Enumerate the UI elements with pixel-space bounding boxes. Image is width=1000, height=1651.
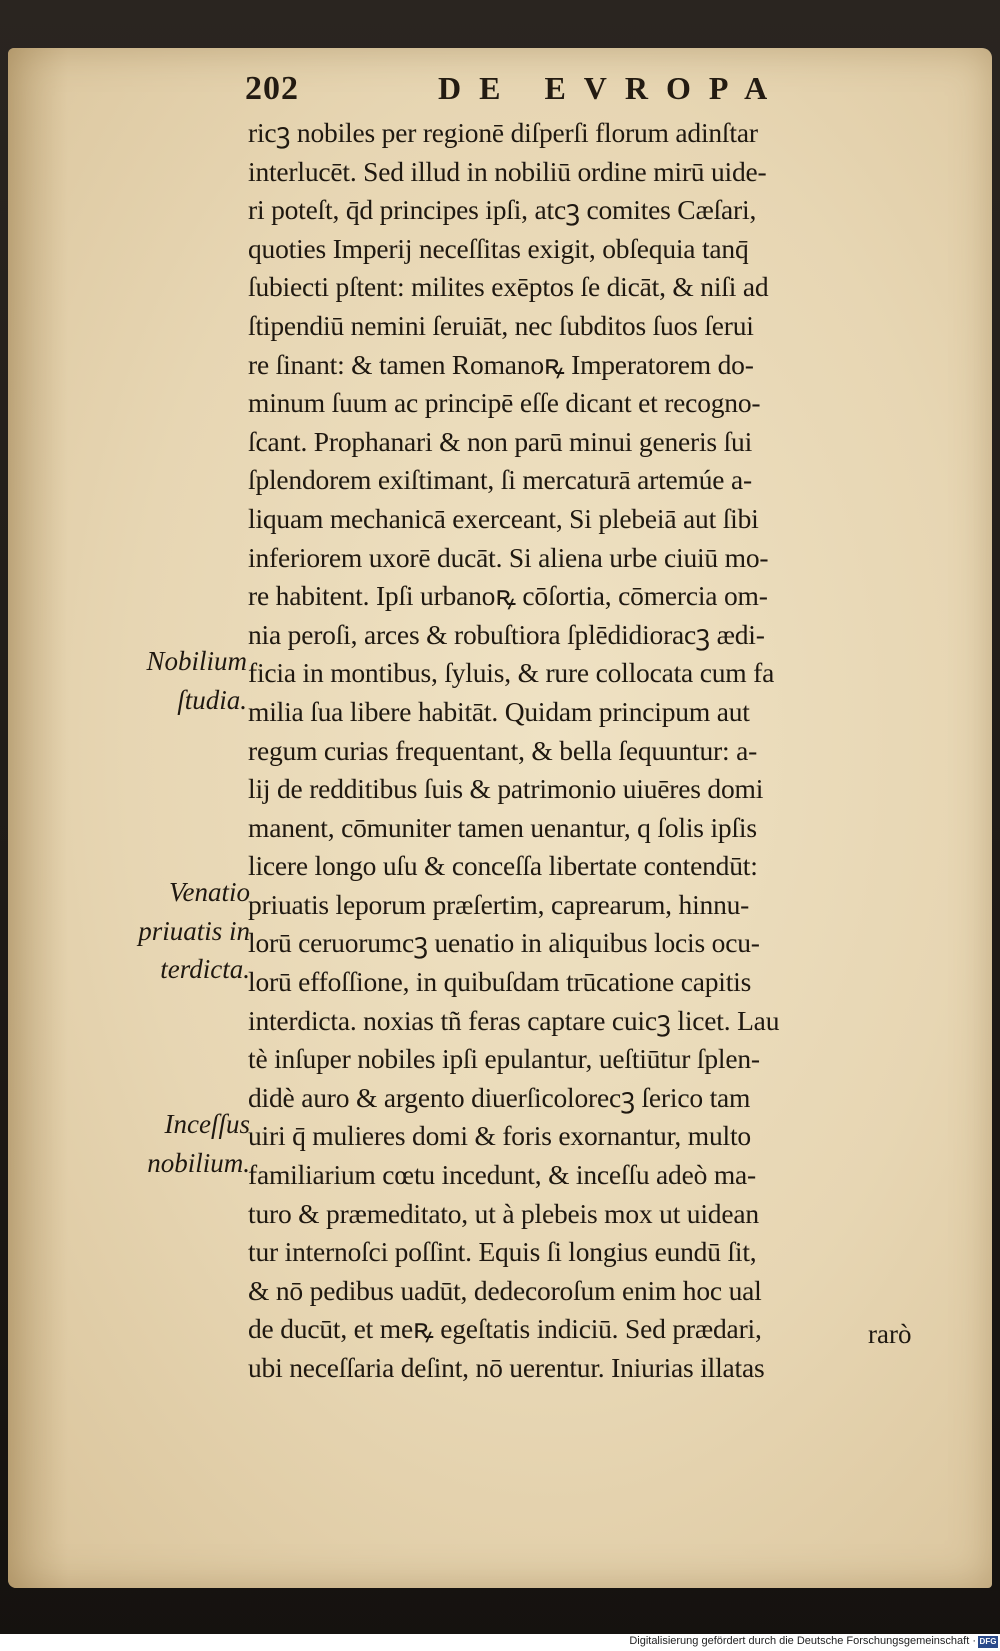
marginal-note-venatio	[100, 873, 250, 989]
text-line: turo & præmeditato, ut à plebeis mox ut uidean	[248, 1197, 759, 1229]
marginal-note-line: priuatis in	[138, 915, 250, 946]
text-line: tè inſuper nobiles ipſi epulantur, ueſtiūtur ſplen-	[248, 1043, 760, 1075]
funding-notice: Digitalisierung gefördert durch die Deutsche Forschungsgemeinschaft ·	[629, 1635, 976, 1647]
text-line: re ſinant: & tamen Romanoꝶ Imperatorem do-	[248, 348, 754, 380]
text-line: ſtipendiū nemini ſeruiāt, nec ſubditos ſuos ſerui	[248, 309, 754, 341]
text-line: lorū ceruorumcꝫ uenatio in aliquibus locis ocu-	[248, 927, 760, 959]
text-line: priuatis leporum præſertim, caprearum, hinnu-	[248, 888, 750, 920]
text-line: tur internoſci poſſint. Equis ſi longius eundū ſit,	[248, 1236, 757, 1268]
marginal-note-nobilium-studia	[97, 642, 247, 719]
text-line: lorū effoſſione, in quibuſdam trūcatione capitis	[248, 966, 752, 998]
text-line: milia ſua libere habitāt. Quidam principum aut	[248, 695, 750, 727]
text-line: ſplendorem exiſtimant, ſi mercaturā artemúe a-	[248, 464, 752, 496]
marginal-note-line: Venatio	[169, 877, 250, 907]
text-line: manent, cōmuniter tamen uenantur, q ſolis ipſis	[248, 811, 757, 843]
text-line: interdicta. noxias tñ feras captare cuicꝫ licet. Lau	[248, 1004, 780, 1036]
digitization-footer	[0, 1634, 1000, 1651]
marginal-note-line: ſtudia.	[177, 684, 247, 715]
text-line: familiarium cœtu incedunt, & inceſſu adeò ma-	[248, 1159, 756, 1191]
marginal-note-incessus	[100, 1105, 250, 1182]
body-text	[248, 114, 948, 1388]
text-line: didè auro & argento diuerſicolorecꝫ ſerico tam	[248, 1081, 751, 1113]
marginal-note-line: nobilium.	[147, 1147, 250, 1178]
text-line: liquam mechanicā exerceant, Si plebeiā aut ſibi	[248, 502, 759, 534]
text-line: lij de redditibus ſuis & patrimonio uiuēres domi	[248, 773, 764, 805]
dfg-logo-icon: DFG	[979, 1637, 997, 1646]
text-line: inferiorem uxorē ducāt. Si aliena urbe ciuiū mo-	[248, 541, 769, 573]
marginal-note-line: terdicta.	[160, 954, 250, 985]
text-line: minum ſuum ac principē eſſe dicant et recogno-	[248, 387, 761, 419]
text-line: quoties Imperij neceſſitas exigit, obſequia tanq̄	[248, 232, 749, 264]
text-line: & nō pedibus uadūt, dedecoroſum enim hoc ual	[248, 1274, 762, 1306]
page-edge-shadow	[8, 48, 68, 1588]
text-line: de ducūt, et meꝶ egeſtatis indiciū. Sed prædari,	[248, 1313, 762, 1345]
page-number: 202	[245, 70, 299, 107]
text-line: ficia in montibus, ſyluis, & rure collocata cum fa	[248, 657, 775, 689]
marginal-note-line: Nobilium	[146, 646, 247, 676]
running-title: DE EVROPA	[438, 70, 786, 106]
text-line: uiri q̄ mulieres domi & foris exornantur, multo	[248, 1120, 751, 1152]
text-line: interlucēt. Sed illud in nobiliū ordine mirū uide-	[248, 155, 767, 187]
text-line: ubi neceſſaria deſint, nō uerentur. Iniurias illatas	[248, 1352, 765, 1383]
text-line: licere longo uſu & conceſſa libertate contendūt:	[248, 850, 758, 882]
text-line: re habitent. Ipſi urbanoꝶ cōſortia, cōmercia om-	[248, 580, 768, 612]
text-line: ſcant. Prophanari & non parū minui generis ſui	[248, 425, 753, 457]
text-line: ri poteſt, q̄d principes ipſi, atcꝫ comites Cæſari,	[248, 194, 757, 226]
text-line: nia peroſi, arces & robuſtiora ſplēdidioracꝫ ædi-	[248, 618, 765, 650]
running-head	[245, 70, 845, 116]
text-line: ſubiecti pſtent: milites exēptos ſe dicāt, & niſi ad	[248, 271, 769, 303]
catchword: rarò	[868, 1319, 912, 1349]
text-line: ricꝫ nobiles per regionē diſperſi florum adinſtar	[248, 117, 758, 148]
text-line: regum curias frequentant, & bella ſequuntur: a-	[248, 734, 758, 766]
marginal-note-line: Inceſſus	[164, 1109, 250, 1139]
